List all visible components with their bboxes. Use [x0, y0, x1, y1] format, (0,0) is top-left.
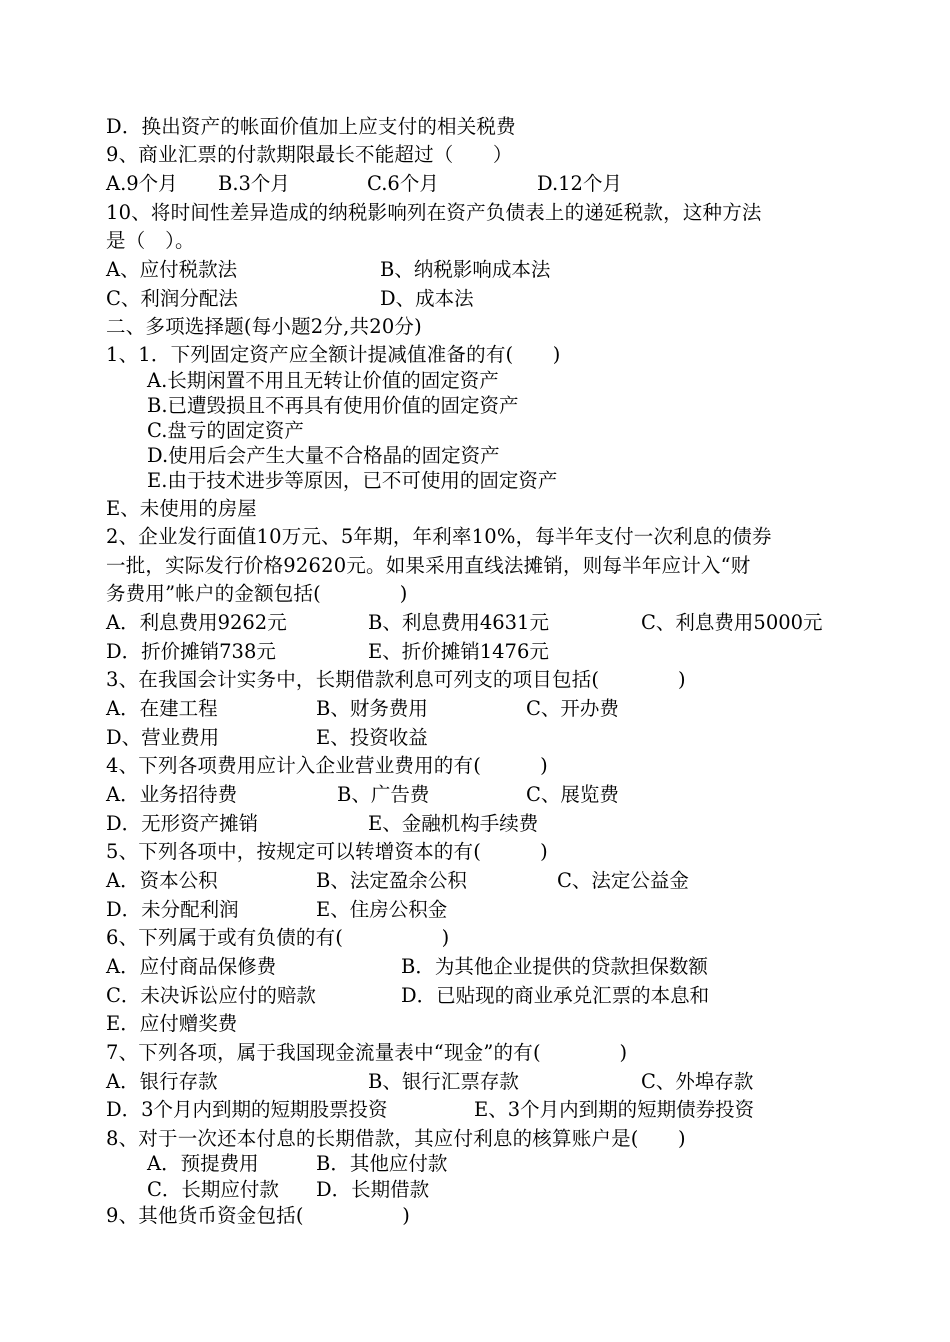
- option-b: B．为其他企业提供的贷款担保数额: [401, 955, 708, 978]
- question-stem: 7、下列各项，属于我国现金流量表中“现金”的有( ): [106, 1041, 628, 1064]
- option-a: A．业务招待费: [106, 783, 238, 806]
- option-c: C.6个月: [367, 172, 439, 195]
- option-e: E、投资收益: [316, 726, 428, 749]
- question-stem: 8、对于一次还本付息的长期借款，其应付利息的核算账户是( ): [106, 1127, 686, 1150]
- question-stem: 9、商业汇票的付款期限最长不能超过（ ）: [106, 143, 513, 166]
- question-stem: 1、1．下列固定资产应全额计提减值准备的有( ): [106, 343, 561, 366]
- option-e-extra: E、未使用的房屋: [106, 497, 257, 520]
- option-a: A、应付税款法: [106, 258, 238, 281]
- option-d: D、成本法: [380, 287, 474, 310]
- option-d: D、营业费用: [106, 726, 220, 749]
- option-d: D．长期借款: [316, 1178, 430, 1201]
- option-a: A.长期闲置不用且无转让价值的固定资产: [147, 369, 499, 392]
- option-a: A．利息费用9262元: [106, 611, 287, 634]
- option-a: A．资本公积: [106, 869, 218, 892]
- option-a: A．在建工程: [106, 697, 218, 720]
- option-c: C、外埠存款: [641, 1070, 754, 1093]
- option-b: B、广告费: [337, 783, 430, 806]
- option-a: A.9个月: [106, 172, 178, 195]
- option-c: C、展览费: [526, 783, 619, 806]
- question-stem: 10、将时间性差异造成的纳税影响列在资产负债表上的递延税款，这种方法: [106, 201, 762, 224]
- option-b: B.3个月: [218, 172, 290, 195]
- option-b: B、法定盈余公积: [316, 869, 467, 892]
- option-c: C、利息费用5000元: [641, 611, 823, 634]
- question-stem: 2、企业发行面值10万元、5年期，年利率10%，每半年支付一次利息的债券: [106, 525, 772, 548]
- option-b: B、银行汇票存款: [368, 1070, 519, 1093]
- option-b: B.已遭毁损且不再具有使用价值的固定资产: [147, 394, 519, 417]
- option-e: E、3个月内到期的短期债券投资: [474, 1098, 755, 1121]
- option-d: D．无形资产摊销: [106, 812, 259, 835]
- option-e: E、金融机构手续费: [368, 812, 539, 835]
- option-c: C、法定公益金: [557, 869, 689, 892]
- option-b: B．其他应付款: [316, 1152, 448, 1175]
- option-e: E．应付赠奖费: [106, 1012, 238, 1035]
- option-a: A．应付商品保修费: [106, 955, 277, 978]
- question-stem: 5、下列各项中，按规定可以转增资本的有( ): [106, 840, 548, 863]
- option-e: E.由于技术进步等原因，已不可使用的固定资产: [147, 469, 558, 492]
- option-d: D.12个月: [537, 172, 622, 195]
- option-d: D．已贴现的商业承兑汇票的本息和: [401, 984, 710, 1007]
- option-b: B、利息费用4631元: [368, 611, 549, 634]
- question-stem: 9、其他货币资金包括( ): [106, 1204, 411, 1227]
- question-stem-continued: 是（ ）。: [106, 229, 195, 252]
- option-b: B、纳税影响成本法: [380, 258, 551, 281]
- question-stem: 6、下列属于或有负债的有( ): [106, 926, 450, 949]
- option-a: A．预提费用: [147, 1152, 259, 1175]
- question-stem-continued: 务费用”帐户的金额包括( ): [106, 582, 408, 605]
- option-d: D．折价摊销738元: [106, 640, 276, 663]
- option-a: A．银行存款: [106, 1070, 218, 1093]
- option-line: D．换出资产的帐面价值加上应支付的相关税费: [106, 115, 516, 138]
- option-c: C、利润分配法: [106, 287, 238, 310]
- option-d: D．未分配利润: [106, 898, 239, 921]
- question-stem: 4、下列各项费用应计入企业营业费用的有( ): [106, 754, 548, 777]
- section-title: 二、多项选择题(每小题2分,共20分): [106, 315, 422, 338]
- question-stem-continued: 一批，实际发行价格92620元。如果采用直线法摊销，则每半年应计入“财: [106, 554, 751, 577]
- option-e: E、住房公积金: [316, 898, 448, 921]
- question-stem: 3、在我国会计实务中，长期借款利息可列支的项目包括( ): [106, 668, 686, 691]
- option-c: C.盘亏的固定资产: [147, 419, 304, 442]
- option-e: E、折价摊销1476元: [368, 640, 549, 663]
- option-c: C、开办费: [526, 697, 619, 720]
- option-c: C．长期应付款: [147, 1178, 279, 1201]
- option-d: D．3个月内到期的短期股票投资: [106, 1098, 388, 1121]
- option-c: C．未决诉讼应付的赔款: [106, 984, 316, 1007]
- option-d: D.使用后会产生大量不合格晶的固定资产: [147, 444, 500, 467]
- option-b: B、财务费用: [316, 697, 428, 720]
